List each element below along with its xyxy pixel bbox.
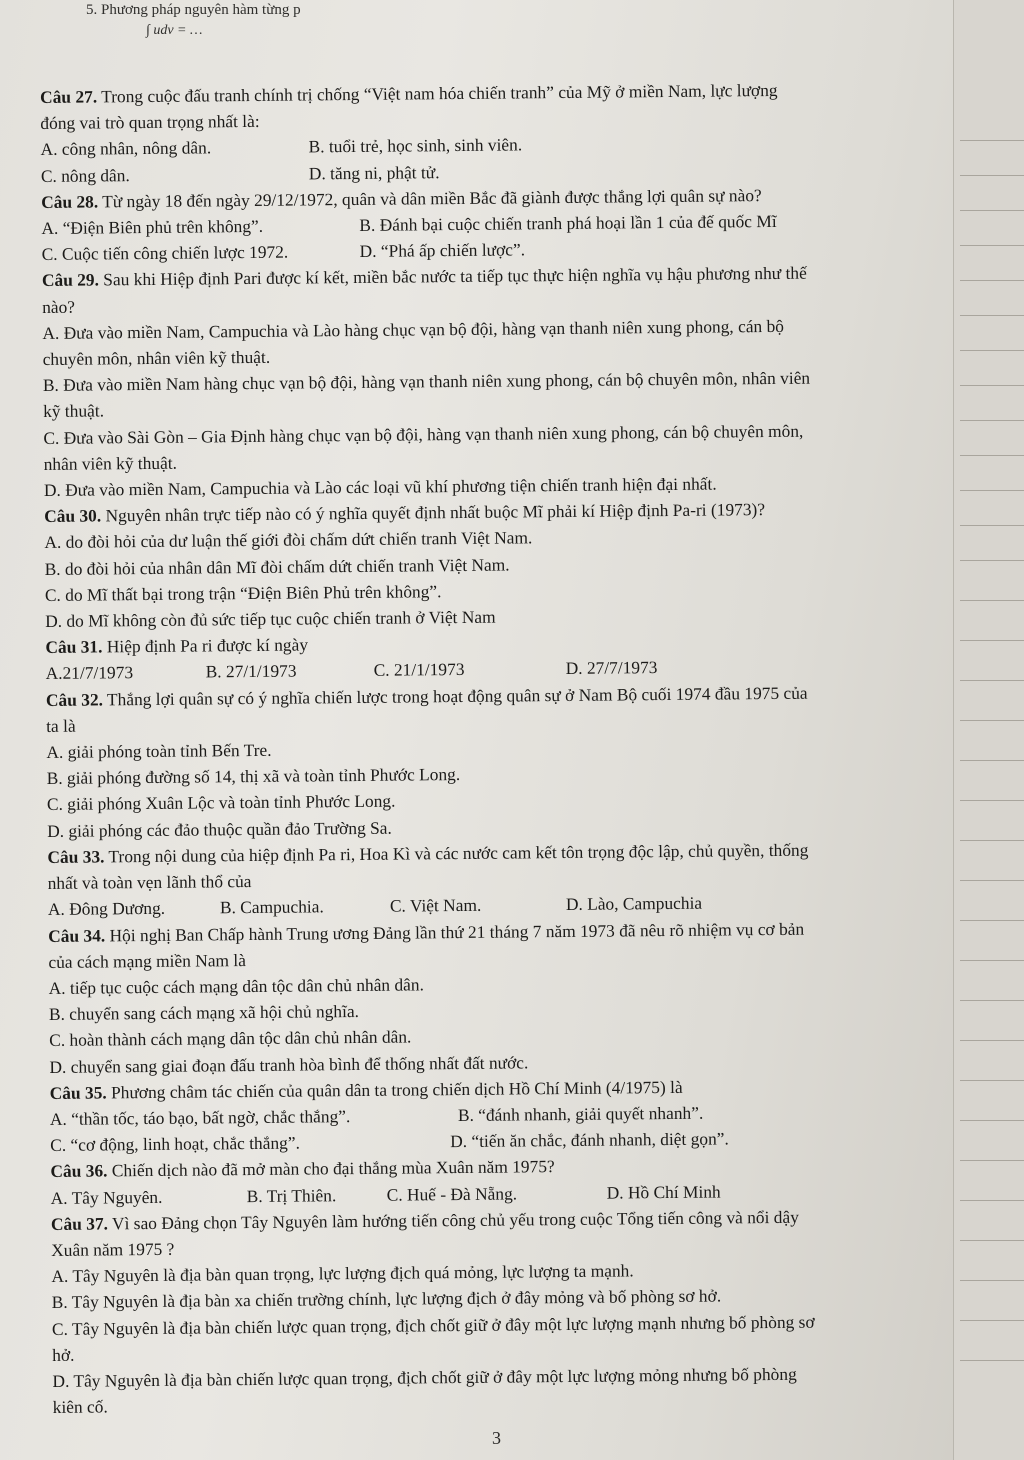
- option-b: B. Campuchia.: [219, 896, 324, 918]
- header-formula: ∫ udv = …: [146, 23, 203, 38]
- question-text: Trong nội dung của hiệp định Pa ri, Hoa Kì và các nước cam kết tôn trọng độc lập, chủ quyền, thống: [108, 839, 809, 867]
- option-c: C. hoàn thành cách mạng dân tộc dân chủ nhân dân.: [49, 1026, 412, 1051]
- option-b: B. do đòi hỏi của nhân dân Mĩ đòi chấm dứt chiến tranh Việt Nam.: [44, 554, 510, 579]
- question-text: Thắng lợi quân sự có ý nghĩa chiến lược trong hoạt động quân sự ở Nam Bộ cuối 1974 đầu 1975 của: [106, 682, 808, 710]
- option-d: D. 27/7/1973: [565, 657, 658, 679]
- question-number: Câu 29.: [41, 269, 99, 291]
- option-c-cont: nhân viên kỹ thuật.: [43, 452, 178, 474]
- option-d: D. Đưa vào miền Nam, Campuchia và Lào các loại vũ khí phương tiện chiến tranh hiện đại nhất.: [43, 473, 717, 501]
- question-text: Trong cuộc đấu tranh chính trị chống “Việt nam hóa chiến tranh” của Mỹ ở miền Nam, lực lượng: [101, 79, 778, 107]
- option-b: B. tuổi trẻ, học sinh, sinh viên.: [308, 134, 523, 157]
- question-number: Câu 34.: [48, 924, 106, 946]
- option-d: D. Hồ Chí Minh: [606, 1181, 721, 1203]
- option-a: A. công nhân, nông dân.: [40, 137, 212, 160]
- question-37: [51, 1202, 953, 1420]
- question-text: Hội nghị Ban Chấp hành Trung ương Đảng lần thứ 21 tháng 7 năm 1973 đã nêu rõ nhiệm vụ cơ bản: [109, 918, 805, 945]
- question-text-cont: nào?: [42, 296, 76, 317]
- header-line: 5. Phương pháp nguyên hàm từng p: [86, 2, 301, 18]
- question-28: [41, 180, 942, 267]
- option-c: C. Huế - Đà Nẵng.: [386, 1183, 518, 1205]
- question-text-cont: Xuân năm 1975 ?: [51, 1238, 175, 1260]
- option-a: A. Tây Nguyên là địa bàn quan trọng, lực lượng địch quá mỏng, lực lượng ta mạnh.: [51, 1260, 634, 1287]
- option-a: A. Đông Dương.: [47, 898, 166, 920]
- option-b: B. Đánh bại cuộc chiến tranh phá hoại lần 1 của đế quốc Mĩ: [359, 210, 777, 235]
- question-number: Câu 30.: [44, 505, 102, 527]
- option-d: D. do Mĩ không còn đủ sức tiếp tục cuộc chiến tranh ở Việt Nam: [45, 606, 496, 632]
- question-text: Phương châm tác chiến của quân dân ta trong chiến dịch Hồ Chí Minh (4/1975) là: [110, 1076, 683, 1103]
- question-31: [45, 626, 945, 687]
- option-d-cont: kiên cố.: [52, 1396, 108, 1418]
- question-number: Câu 37.: [50, 1213, 109, 1234]
- option-d: D. “Phá ấp chiến lược”.: [359, 239, 526, 262]
- question-30: [44, 495, 945, 635]
- question-27: [40, 75, 941, 188]
- question-text-cont: ta là: [46, 715, 76, 736]
- option-c: C. 21/1/1973: [373, 659, 465, 681]
- option-d: D. Tây Nguyên là địa bàn chiến lược quan trọng, địch chốt giữ ở đây một lực lượng mỏng nhưng bố phòng: [52, 1363, 797, 1391]
- option-a: A. tiếp tục cuộc cách mạng dân tộc dân chủ nhân dân.: [48, 974, 424, 998]
- question-29: [42, 259, 944, 503]
- question-text: Chiến dịch nào đã mở màn cho đại thắng mùa Xuân năm 1975?: [111, 1156, 555, 1181]
- question-text: Hiệp định Pa ri được kí ngày: [106, 634, 309, 657]
- option-c: C. do Mĩ thất bại trong trận “Điện Biên Phủ trên không”.: [44, 581, 442, 605]
- question-32: [46, 678, 947, 844]
- question-number: Câu 28.: [41, 191, 99, 212]
- option-c: C. Cuộc tiến công chiến lược 1972.: [41, 241, 289, 265]
- option-d: D. “tiến ăn chắc, đánh nhanh, diệt gọn”.: [450, 1128, 729, 1152]
- option-c: C. giải phóng Xuân Lộc và toàn tỉnh Phước Long.: [46, 791, 396, 815]
- question-36: [50, 1150, 950, 1211]
- question-number: Câu 31.: [45, 636, 103, 658]
- question-text-cont: đóng vai trò quan trọng nhất là:: [40, 111, 260, 134]
- question-text: Nguyên nhân trực tiếp nào có ý nghĩa quyết định nhất buộc Mĩ phải kí Hiệp định Pa-ri (1973)?: [105, 499, 766, 526]
- option-c: C. nông dân.: [40, 164, 130, 186]
- option-b: B. chuyển sang cách mạng xã hội chủ nghĩa.: [48, 1001, 360, 1025]
- option-b: B. Tây Nguyên là địa bàn xa chiến trường chính, lực lượng địch ở đây mỏng và bố phòng sơ hở.: [51, 1285, 722, 1313]
- question-number: Câu 33.: [47, 846, 105, 867]
- option-b: B. giải phóng đường số 14, thị xã và toàn tỉnh Phước Long.: [46, 764, 461, 789]
- option-a: A. giải phóng toàn tỉnh Bến Tre.: [46, 739, 272, 763]
- option-c: C. “cơ động, linh hoạt, chắc thắng”.: [50, 1132, 300, 1156]
- question-text: Vì sao Đảng chọn Tây Nguyên làm hướng tiến công chủ yếu trong cuộc Tổng tiến công và nổi dậy: [111, 1206, 799, 1234]
- question-text-cont: của cách mạng miền Nam là: [48, 949, 247, 972]
- option-a: A. “thần tốc, táo bạo, bất ngờ, chắc thắng”.: [49, 1105, 351, 1129]
- question-number: Câu 36.: [50, 1160, 108, 1182]
- option-a-cont: chuyên môn, nhân viên kỹ thuật.: [42, 346, 271, 370]
- option-b: B. 27/1/1973: [205, 661, 297, 682]
- previous-page-header: [86, 2, 301, 39]
- underlying-sheet: [953, 0, 1024, 1460]
- page-number: 3: [492, 1428, 501, 1448]
- option-c-cont: hở.: [52, 1344, 75, 1365]
- option-a: A. “Điện Biên phủ trên không”.: [41, 215, 264, 239]
- question-list: [40, 75, 953, 1420]
- question-text: Từ ngày 18 đến ngày 29/12/1972, quân và dân miền Bắc đã giành được thắng lợi quân sự nào?: [102, 184, 762, 212]
- option-b: B. Đưa vào miền Nam hàng chục vạn bộ đội, hàng vạn thanh niên xung phong, cán bộ chuyên môn, nhân viên: [42, 367, 811, 396]
- question-text-cont: nhất và toàn vẹn lãnh thổ của: [47, 871, 252, 894]
- option-b: B. “đánh nhanh, giải quyết nhanh”.: [457, 1102, 704, 1125]
- option-d: D. chuyển sang giai đoạn đấu tranh hòa bình để thống nhất đất nước.: [49, 1051, 529, 1077]
- option-a: A.21/7/1973: [45, 662, 134, 684]
- option-d: D. giải phóng các đảo thuộc quần đảo Trường Sa.: [47, 817, 392, 841]
- question-33: [47, 835, 948, 922]
- question-text: Sau khi Hiệp định Pari được kí kết, miền bắc nước ta tiếp tục thực hiện nghĩa vụ hậu phương như thế: [103, 263, 807, 290]
- option-a: A. Tây Nguyên.: [50, 1186, 163, 1208]
- option-b-cont: kỹ thuật.: [43, 400, 105, 422]
- option-a: A. do đòi hỏi của dư luận thế giới đòi chấm dứt chiến tranh Việt Nam.: [44, 527, 533, 553]
- question-number: Câu 27.: [40, 86, 98, 107]
- question-35: [50, 1071, 951, 1158]
- option-b: B. Trị Thiên.: [246, 1184, 337, 1206]
- question-number: Câu 32.: [45, 689, 104, 710]
- option-d: D. tăng ni, phật tử.: [308, 161, 440, 184]
- question-34: [48, 914, 949, 1080]
- option-c: C. Tây Nguyên là địa bàn chiến lược quan trọng, địch chốt giữ ở đây một lực lượng mạnh nhưng bố phòng sơ: [51, 1311, 815, 1339]
- option-d: D. Lào, Campuchia: [565, 892, 703, 915]
- question-number: Câu 35.: [49, 1082, 107, 1103]
- option-c: C. Việt Nam.: [389, 895, 482, 916]
- option-c: C. Đưa vào Sài Gòn – Gia Định hàng chục vạn bộ đội, hàng vạn thanh niên xung phong, cán bộ chuyên môn,: [43, 420, 804, 448]
- option-a: A. Đưa vào miền Nam, Campuchia và Lào hàng chục vạn bộ đội, hàng vạn thanh niên xung phong, cán bộ: [42, 315, 785, 343]
